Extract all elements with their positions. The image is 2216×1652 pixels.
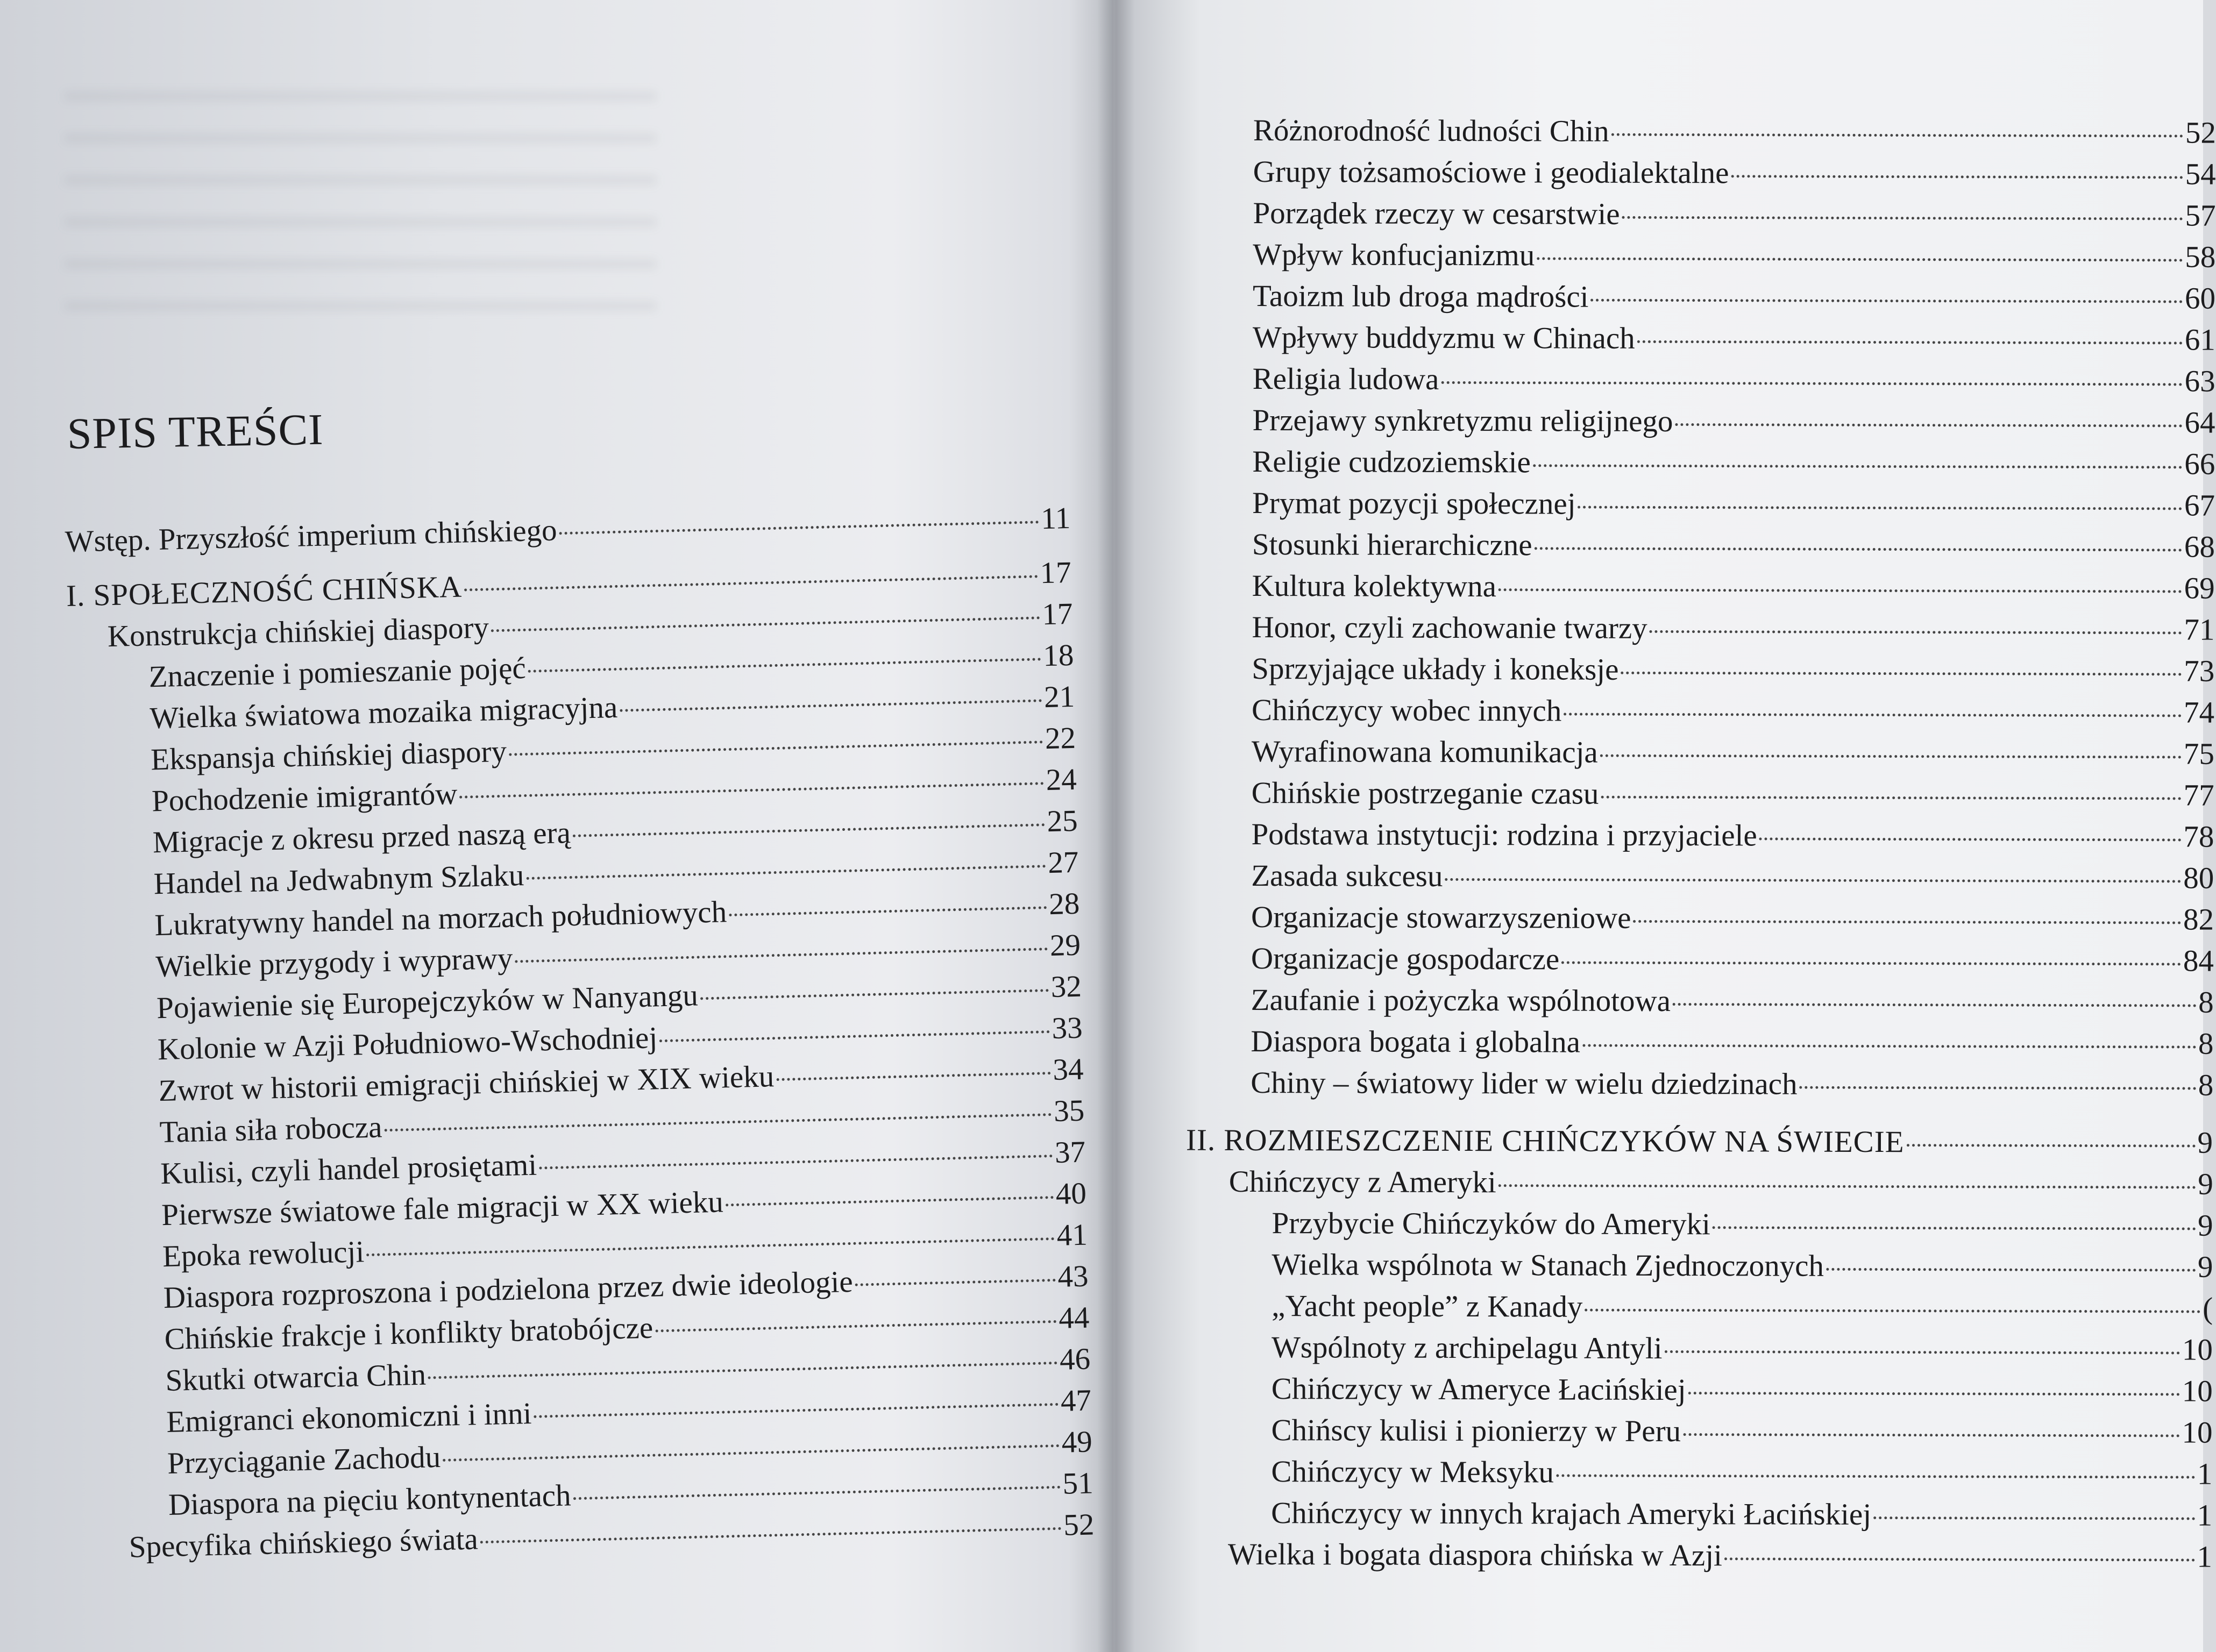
toc-leader-dots <box>1621 672 2182 676</box>
toc-entry <box>1251 1024 2213 1068</box>
toc-entry-title: Epoka rewolucji <box>162 1235 365 1274</box>
toc-leader-dots <box>1731 175 2183 179</box>
toc-page-number: 49 <box>1061 1425 1093 1459</box>
toc-entry <box>1252 568 2215 613</box>
toc-page-number: 80 <box>2183 861 2214 895</box>
toc-leader-dots <box>1441 381 2182 386</box>
toc-page-number: 57 <box>2185 198 2216 233</box>
toc-leader-dots <box>726 1196 1054 1206</box>
toc-leader-dots <box>1445 878 2181 883</box>
toc-page-number: 10 <box>2182 1374 2213 1408</box>
toc-entry-title: Podstawa instytucji: rodzina i przyjaciele <box>1251 817 1757 853</box>
toc-entry-title: Wpływ konfucjanizmu <box>1253 237 1535 273</box>
toc-page-number: 82 <box>2183 902 2214 937</box>
toc-page-number: 17 <box>1039 555 1073 590</box>
toc-entry-title: Wielka i bogata diaspora chińska w Azji <box>1227 1537 1722 1573</box>
toc-page-number: 18 <box>1042 638 1074 673</box>
toc-page-number: 1 <box>2197 1457 2213 1491</box>
toc-entry <box>1249 1454 2212 1498</box>
right-page <box>1113 0 2216 1652</box>
toc-entry-title: Przyciąganie Zachodu <box>167 1440 441 1480</box>
toc-page-number: 54 <box>2185 157 2216 191</box>
toc-entry-title: Diaspora na pięciu kontynentach <box>168 1478 572 1522</box>
toc-entry-title: Wpływy buddyzmu w Chinach <box>1252 320 1635 355</box>
toc-entry-title: Emigranci ekonomiczni i inni <box>166 1397 532 1439</box>
toc-page-number: 84 <box>2183 944 2214 978</box>
toc-entry-title: Wyrafinowana komunikacja <box>1251 734 1598 770</box>
toc-leader-dots <box>443 1444 1060 1462</box>
toc-page-number: 21 <box>1043 679 1075 715</box>
toc-entry-title: Kultura kolektywna <box>1252 568 1497 604</box>
toc-leader-dots <box>1582 1044 2196 1049</box>
toc-entry <box>1253 320 2215 364</box>
toc-entry-title: Zwrot w historii emigracji chińskiej w XIX wieku <box>158 1059 775 1108</box>
toc-page-number: 67 <box>2184 488 2215 523</box>
toc-entry <box>1253 237 2215 281</box>
toc-list-right <box>1185 113 2216 1581</box>
toc-leader-dots <box>1637 340 2183 345</box>
toc-leader-dots <box>509 740 1043 756</box>
toc-page-number: 11 <box>1040 501 1071 536</box>
toc-leader-dots <box>1561 962 2181 966</box>
toc-leader-dots <box>620 699 1042 711</box>
toc-page-number: 60 <box>2185 281 2216 316</box>
toc-entry-title: „Yacht people” z Kanady <box>1272 1289 1583 1324</box>
toc-page-number: 37 <box>1054 1135 1086 1170</box>
toc-entry-title: I. SPOŁECZNOŚĆ CHIŃSKA <box>66 569 463 613</box>
toc-leader-dots <box>729 906 1047 916</box>
toc-leader-dots <box>515 948 1048 963</box>
toc-page-number: 8 <box>2198 1027 2214 1061</box>
toc-leader-dots <box>1800 1086 2196 1090</box>
toc-entry <box>1253 279 2215 323</box>
toc-page-number: 69 <box>2184 571 2215 606</box>
toc-leader-dots <box>1591 299 2183 303</box>
toc-leader-dots <box>1585 1309 2200 1313</box>
toc-entry-title: Kolonie w Azji Południowo-Wschodniej <box>157 1021 658 1067</box>
toc-leader-dots <box>1907 1144 2196 1147</box>
toc-entry-title: Organizacje stowarzyszeniowe <box>1251 900 1631 935</box>
toc-entry-title: Chińczycy wobec innych <box>1252 693 1562 728</box>
toc-page-number: 9 <box>2197 1250 2213 1284</box>
toc-page-number: 22 <box>1045 721 1076 756</box>
toc-page-number: 52 <box>2185 116 2216 150</box>
toc-entry-title: Chińczycy w Ameryce Łacińskiej <box>1271 1372 1686 1407</box>
toc-entry-title: Konstrukcja chińskiej diaspory <box>107 610 489 654</box>
toc-page-number: 63 <box>2184 364 2215 398</box>
toc-page-number: 9 <box>2198 1167 2213 1201</box>
toc-leader-dots <box>459 782 1044 799</box>
toc-entry <box>1251 1065 2213 1109</box>
toc-entry <box>1253 154 2216 198</box>
toc-page-number: 33 <box>1051 1010 1083 1046</box>
toc-page-number: 58 <box>2185 240 2216 274</box>
toc-leader-dots <box>1713 1226 2196 1230</box>
toc-entry-title: Handel na Jedwabnym Szlaku <box>153 858 524 901</box>
toc-entry <box>1252 734 2214 778</box>
toc-leader-dots <box>1564 713 2182 717</box>
toc-entry-title: Porządek rzeczy w cesarstwie <box>1253 196 1620 231</box>
toc-leader-dots <box>1622 216 2183 220</box>
toc-entry-title: Sprzyjające układy i koneksje <box>1252 651 1619 687</box>
toc-page-number: 41 <box>1056 1217 1088 1252</box>
toc-leader-dots <box>1633 920 2181 924</box>
toc-leader-dots <box>1683 1433 2179 1437</box>
toc-entry-title: Chińczycy w Meksyku <box>1271 1455 1554 1490</box>
toc-entry <box>1228 1537 2212 1581</box>
toc-entry <box>1253 196 2215 240</box>
toc-leader-dots <box>528 658 1041 672</box>
toc-leader-dots <box>1826 1268 2196 1272</box>
toc-leader-dots <box>559 521 1039 535</box>
toc-page-number: 68 <box>2184 530 2215 564</box>
toc-entry <box>1249 1413 2212 1457</box>
toc-leader-dots <box>1601 796 2181 800</box>
toc-page-number: 34 <box>1052 1052 1084 1087</box>
toc-leader-dots <box>384 1113 1052 1131</box>
toc-leader-dots <box>1535 547 2182 551</box>
toc-entry-title: Znaczenie i pomieszanie pojęć <box>148 651 527 694</box>
toc-page-number: 71 <box>2184 613 2215 647</box>
toc-entry <box>1229 1164 2213 1208</box>
toc-entry-title: Przybycie Chińczyków do Ameryki <box>1272 1206 1710 1242</box>
toc-entry-title: Honor, czyli zachowanie twarzy <box>1252 610 1647 645</box>
toc-leader-dots <box>534 1403 1059 1418</box>
toc-entry-title: Wstęp. Przyszłość imperium chińskiego <box>65 513 558 559</box>
toc-entry-title: Lukratywny handel na morzach południowych <box>154 895 727 943</box>
toc-entry-title: Tania siła robocza <box>159 1110 383 1150</box>
toc-entry <box>1252 693 2214 737</box>
toc-entry <box>1251 900 2214 944</box>
toc-page-number: 8 <box>2198 985 2214 1020</box>
toc-entry-title: Skutki otwarcia Chin <box>165 1357 427 1398</box>
toc-page-number: 51 <box>1062 1466 1094 1501</box>
toc-entry-title: Chińczycy w innych krajach Ameryki Łacińskiej <box>1271 1496 1872 1532</box>
toc-leader-dots <box>1759 837 2182 841</box>
toc-entry <box>1251 941 2214 985</box>
toc-page-number: 52 <box>1063 1507 1095 1542</box>
toc-page-number: 8 <box>2198 1068 2214 1102</box>
toc-leader-dots <box>573 823 1045 837</box>
toc-entry <box>1251 858 2214 902</box>
toc-leader-dots <box>1556 1474 2195 1478</box>
toc-leader-dots <box>539 1155 1053 1170</box>
toc-entry <box>1252 651 2214 695</box>
toc-page-number: 28 <box>1048 886 1080 922</box>
toc-leader-dots <box>428 1362 1057 1379</box>
toc-page-number: 24 <box>1045 762 1077 797</box>
toc-page-number: 74 <box>2184 695 2215 730</box>
toc-page-number: 10 <box>2182 1415 2213 1450</box>
toc-entry-title: Pochodzenie imigrantów <box>151 777 458 818</box>
toc-page-number: 32 <box>1050 969 1082 1005</box>
toc-entry-title: Zasada sukcesu <box>1251 858 1443 893</box>
toc-entry-title: Prymat pozycji społecznej <box>1252 486 1576 521</box>
toc-entry-title: Ekspansja chińskiej diaspory <box>150 734 507 777</box>
toc-entry <box>1253 113 2216 157</box>
toc-entry <box>1250 1330 2213 1374</box>
toc-page-number: 47 <box>1060 1383 1092 1418</box>
toc-leader-dots <box>1688 1392 2180 1395</box>
toc-leader-dots <box>1498 1184 2196 1188</box>
toc-entry-title: Stosunki hierarchiczne <box>1252 527 1532 562</box>
toc-entry-title: Zaufanie i pożyczka wspólnotowa <box>1251 982 1671 1019</box>
toc-page-number: 35 <box>1053 1093 1085 1128</box>
toc-entry <box>1251 982 2214 1027</box>
toc-page-number: ( <box>2203 1291 2213 1326</box>
toc-entry <box>1252 527 2215 571</box>
toc-entry <box>1249 1496 2212 1540</box>
toc-page-number: 77 <box>2183 778 2214 813</box>
toc-leader-dots <box>1498 588 2182 593</box>
toc-entry <box>1250 1288 2213 1333</box>
toc-entry <box>1252 444 2215 488</box>
toc-page-number: 40 <box>1055 1176 1087 1211</box>
book-gutter <box>1097 0 1135 1652</box>
toc-leader-dots <box>1724 1557 2195 1561</box>
toc-leader-dots <box>491 616 1040 632</box>
toc-leader-dots <box>1665 1350 2180 1355</box>
toc-entry-title: Wielka wspólnota w Stanach Zjednoczonych <box>1272 1248 1824 1283</box>
toc-entry-title: Grupy tożsamościowe i geodialektalne <box>1253 154 1729 190</box>
toc-leader-dots <box>776 1072 1050 1081</box>
toc-entry <box>1186 1123 2213 1167</box>
toc-entry-title: Diaspora rozproszona i podzielona przez dwie ideologie <box>163 1264 854 1315</box>
toc-page-number: 64 <box>2184 405 2215 440</box>
toc-leader-dots <box>1533 464 2182 468</box>
toc-entry <box>1253 361 2215 405</box>
toc-entry <box>1252 403 2215 447</box>
toc-leader-dots <box>1650 630 2182 635</box>
toc-page-number: 27 <box>1047 845 1079 880</box>
toc-page-number: 9 <box>2197 1126 2214 1160</box>
toc-page-number: 43 <box>1057 1259 1089 1294</box>
toc-leader-dots <box>1578 506 2183 510</box>
toc-entry-title: Chińskie postrzeganie czasu <box>1251 775 1599 811</box>
toc-page-number: 73 <box>2184 654 2215 688</box>
toc-leader-dots <box>464 575 1038 591</box>
toc-page-number: 9 <box>2198 1208 2213 1243</box>
toc-leader-dots <box>366 1237 1055 1256</box>
toc-leader-dots <box>1537 257 2183 261</box>
toc-entry-title: Specyfika chińskiego świata <box>129 1522 479 1564</box>
toc-leader-dots <box>700 989 1049 1000</box>
toc-page-number: 17 <box>1041 596 1074 632</box>
toc-entry-title: Migracje z okresu przed naszą erą <box>152 816 571 860</box>
toc-leader-dots <box>526 865 1046 880</box>
toc-page-number: 10 <box>2182 1333 2213 1367</box>
toc-entry-title: Wielka światowa mozaika migracyjna <box>149 690 618 736</box>
toc-entry <box>65 501 1071 566</box>
toc-entry-title: Pojawienie się Europejczyków w Nanyangu <box>156 978 699 1026</box>
toc-page-number: 44 <box>1058 1300 1090 1335</box>
toc-page-number: 78 <box>2183 820 2214 854</box>
toc-leader-dots <box>1873 1516 2195 1520</box>
toc-entry <box>1252 486 2215 530</box>
toc-entry-title: Organizacje gospodarcze <box>1251 941 1560 977</box>
toc-entry <box>1252 775 2214 820</box>
toc-title: SPIS TREŚCI <box>67 404 324 458</box>
toc-entry <box>1250 1206 2213 1250</box>
toc-entry <box>1250 1247 2213 1291</box>
toc-entry-title: Diaspora bogata i globalna <box>1251 1024 1581 1059</box>
toc-entry-title: Wspólnoty z archipelagu Antyli <box>1271 1330 1663 1365</box>
toc-page-number: 75 <box>2183 737 2214 771</box>
toc-entry-title: Taoizm lub droga mądrości <box>1253 279 1589 314</box>
toc-entry-title: Wielkie przygody i wyprawy <box>155 941 514 984</box>
toc-entry-title: Pierwsze światowe fale migracji w XX wieku <box>161 1185 724 1233</box>
toc-entry-title: Chiny – światowy lider w wielu dziedzinach <box>1251 1065 1798 1101</box>
toc-list-left <box>65 501 1095 1572</box>
toc-entry <box>1251 817 2214 861</box>
toc-leader-dots <box>1673 1003 2196 1007</box>
toc-entry-title: Chińczycy z Ameryki <box>1228 1164 1496 1200</box>
toc-page-number: 29 <box>1049 928 1081 963</box>
toc-page-number: 1 <box>2197 1498 2213 1533</box>
toc-leader-dots <box>480 1527 1062 1543</box>
toc-page-number: 25 <box>1046 803 1078 839</box>
toc-page-number: 46 <box>1059 1342 1091 1377</box>
toc-entry-title: Kulisi, czyli handel prosiętami <box>160 1148 537 1191</box>
toc-leader-dots <box>1600 754 2182 759</box>
toc-entry-title: Religie cudzoziemskie <box>1252 444 1531 480</box>
toc-leader-dots <box>655 1320 1056 1333</box>
toc-page-number: 61 <box>2184 323 2215 357</box>
toc-entry-title: Przejawy synkretyzmu religijnego <box>1252 403 1673 439</box>
toc-leader-dots <box>659 1030 1050 1042</box>
toc-entry-title: Różnorodność ludności Chin <box>1253 113 1609 148</box>
toc-page-number: 1 <box>2197 1540 2213 1574</box>
toc-entry <box>1250 1371 2213 1415</box>
toc-entry-title: Chińscy kulisi i pionierzy w Peru <box>1271 1413 1681 1449</box>
toc-entry-title: II. ROZMIESZCZENIE CHIŃCZYKÓW NA ŚWIECIE <box>1185 1123 1905 1159</box>
toc-leader-dots <box>855 1279 1056 1286</box>
toc-leader-dots <box>1675 423 2182 427</box>
toc-entry-title: Chińskie frakcje i konflikty bratobójcze <box>164 1311 654 1357</box>
toc-leader-dots <box>573 1486 1061 1500</box>
toc-entry <box>1252 610 2214 654</box>
show-through-text <box>65 91 656 317</box>
toc-page-number: 66 <box>2184 447 2215 481</box>
toc-leader-dots <box>1611 133 2183 138</box>
toc-entry-title: Religia ludowa <box>1252 361 1439 396</box>
